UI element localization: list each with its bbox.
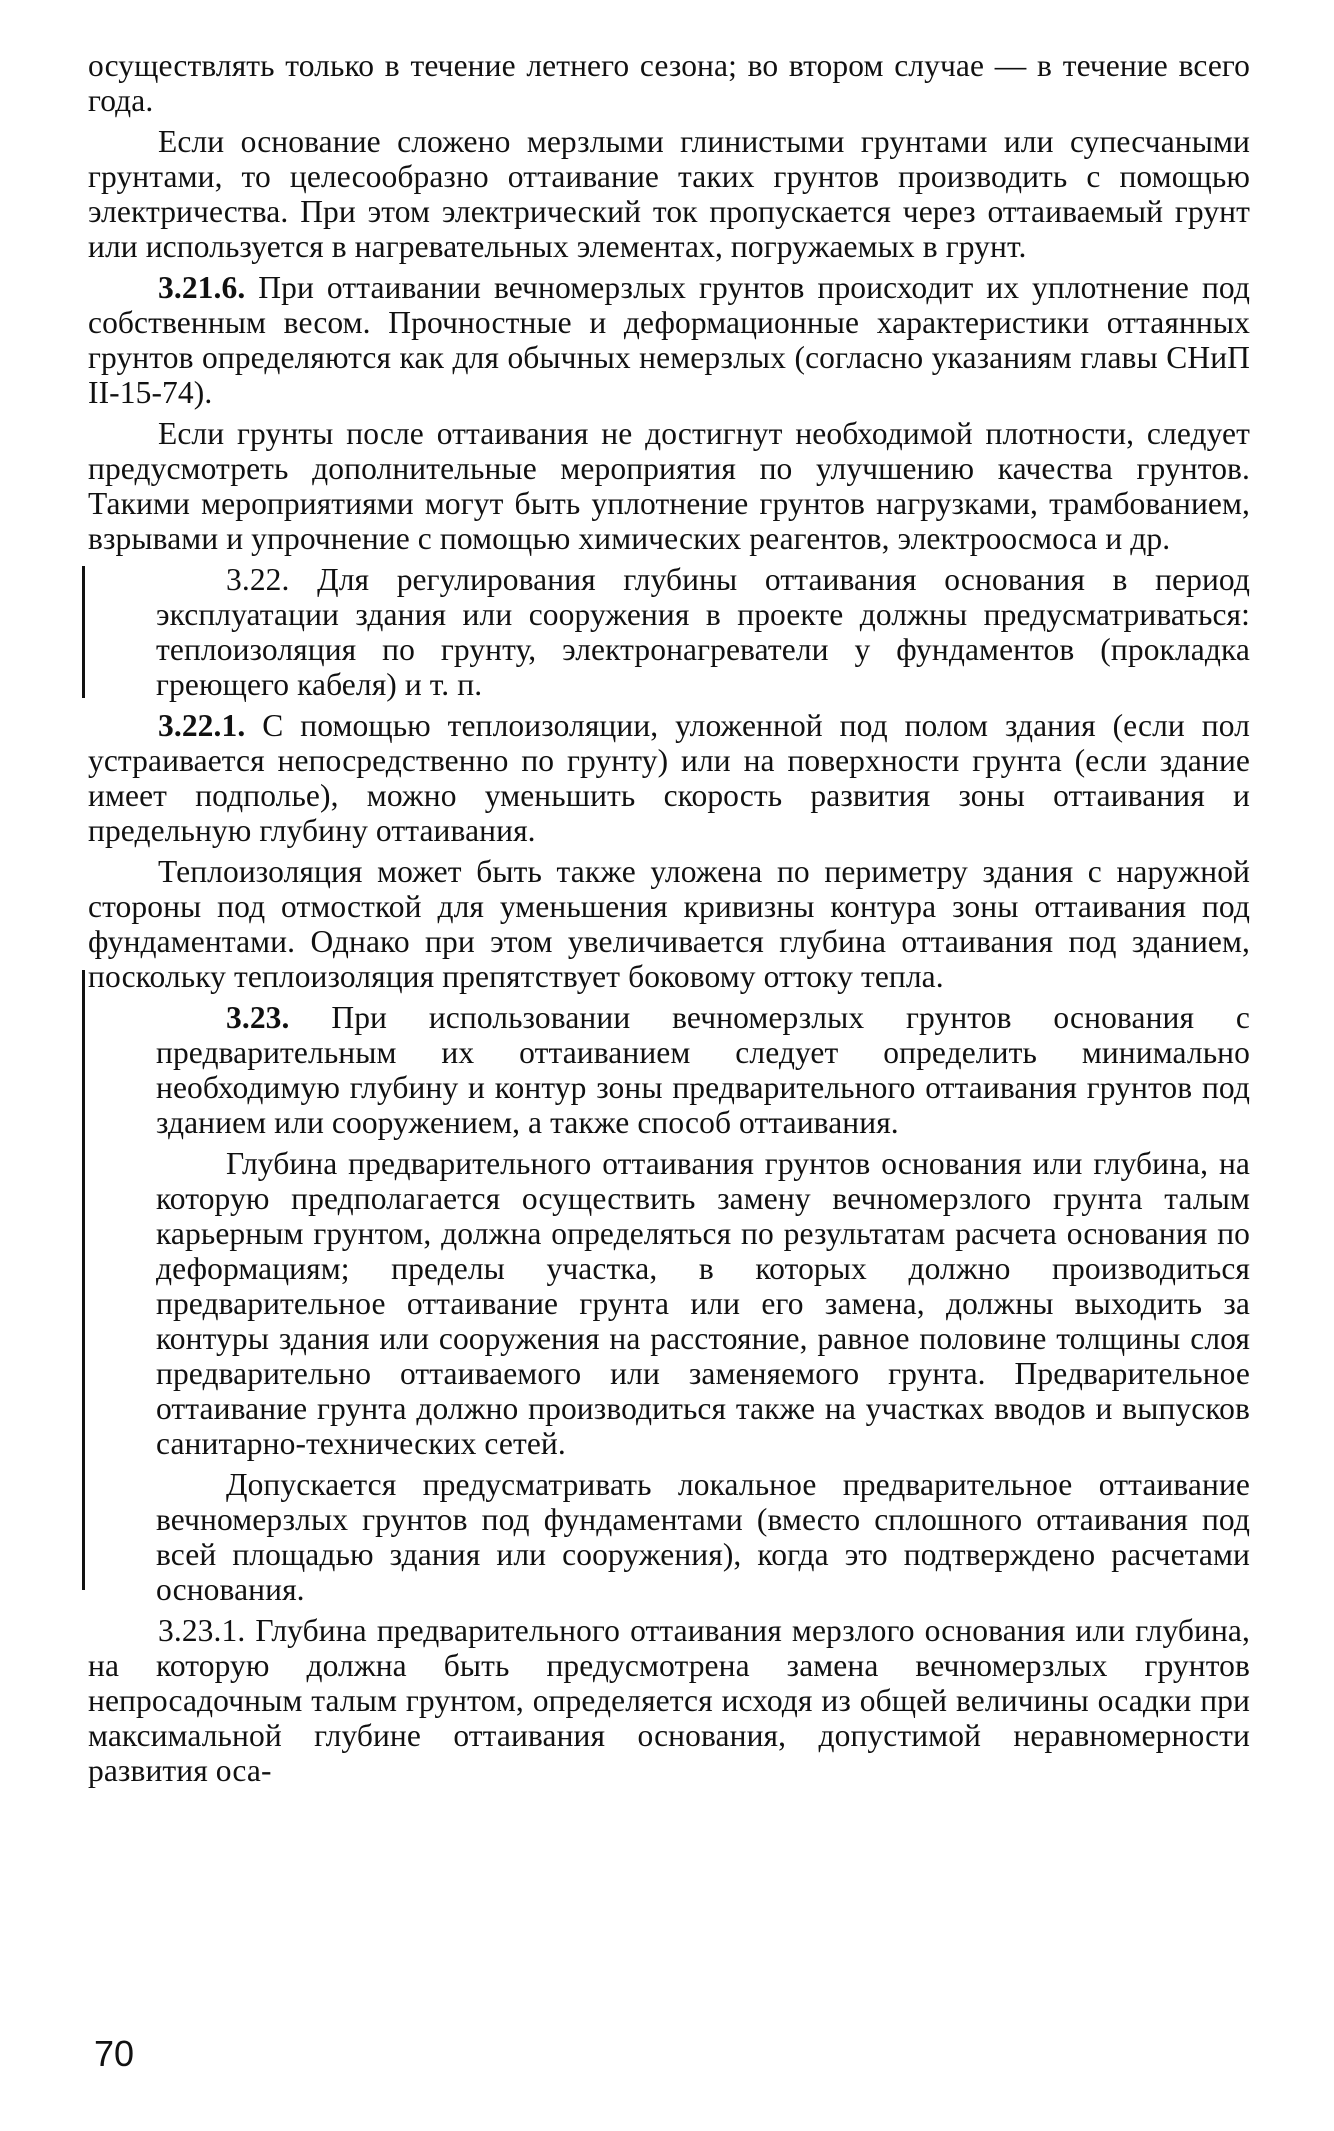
clause-number: 3.23.1. xyxy=(158,1613,246,1648)
paragraph-text: Допускается предусматривать локальное предварительное оттаивание вечномерзлых грунтов под фундаментами (вместо сплошного оттаивания под всей площадью здания или сооружения), когда это подтверждено расчетами основания. xyxy=(156,1467,1250,1607)
clause-number: 3.22. xyxy=(226,562,290,597)
paragraph-local-thawing xyxy=(156,1467,1250,1607)
paragraph-text: При использовании вечномерзлых грунтов основания с предварительным их оттаиванием следует определить минимально необходимую глубину и контур зоны предварительного оттаивания грунтов под зданием или сооружением, а также способ оттаивания. xyxy=(156,1000,1250,1140)
paragraph-text: Теплоизоляция может быть также уложена по периметру здания с наружной стороны под отмосткой для уменьшения кривизны контура зоны оттаивания под фундаментами. Однако при этом увеличивается глубина оттаивания под зданием, поскольку теплоизоляция препятствует боковому оттоку тепла. xyxy=(88,854,1250,994)
page-number: 70 xyxy=(94,2033,135,2074)
paragraph-text: С помощью теплоизоляции, уложенной под полом здания (если пол устраивается непосредственно по грунту) или на поверхности грунта (если здание имеет подполье), можно уменьшить скорость развития зоны оттаивания и предельную глубину оттаивания. xyxy=(88,708,1250,848)
clause-3-22-1 xyxy=(88,708,1250,848)
revision-bar xyxy=(82,970,85,1590)
paragraph-continuation xyxy=(88,48,1250,118)
paragraph-electric-thawing xyxy=(88,124,1250,264)
paragraph-compaction-measures xyxy=(88,416,1250,556)
clause-3-23-1 xyxy=(88,1613,1250,1788)
paragraph-text: При оттаивании вечномерзлых грунтов происходит их уплотнение под собственным весом. Прочностные и деформационные характеристики оттаянных грунтов определяются как для обычных немерзлых (согласно указаниям главы СНиП II-15-74). xyxy=(88,270,1250,410)
clause-number: 3.22.1. xyxy=(158,708,246,743)
paragraph-text: Если грунты после оттаивания не достигнут необходимой плотности, следует предусмотреть дополнительные мероприятия по улучшению качества грунтов. Такими мероприятиями могут быть уплотнение грунтов нагрузками, трамбованием, взрывами и упрочнение с помощью химических реагентов, электроосмоса и др. xyxy=(88,416,1250,556)
clause-number: 3.23. xyxy=(226,1000,290,1035)
paragraph-thawing-depth xyxy=(156,1146,1250,1461)
paragraph-text: осуществлять только в течение летнего сезона; во втором случае — в течение всего года. xyxy=(88,48,1250,118)
clause-3-21-6 xyxy=(88,270,1250,410)
paragraph-perimeter-insulation xyxy=(88,854,1250,994)
paragraph-text: Глубина предварительного оттаивания мерзлого основания или глубина, на которую должна быть предусмотрена замена вечномерзлых грунтов непросадочным талым грунтом, определяется исходя из общей величины осадки при максимальной глубине оттаивания основания, допустимой неравномерности развития оса- xyxy=(88,1613,1250,1788)
paragraph-text: Для регулирования глубины оттаивания основания в период эксплуатации здания или сооружения в проекте должны предусматриваться: теплоизоляция по грунту, электронагреватели у фундаментов (прокладка греющего кабеля) и т. п. xyxy=(156,562,1250,702)
clause-number: 3.21.6. xyxy=(158,270,246,305)
clause-3-23 xyxy=(156,1000,1250,1140)
paragraph-text: Глубина предварительного оттаивания грунтов основания или глубина, на которую предполагается осуществить замену вечномерзлого грунта талым карьерным грунтом, должна определяться по результатам расчета основания по деформациям; пределы участка, в которых должно производиться предварительное оттаивание грунта или его замена, должны выходить за контуры здания или сооружения на расстояние, равное половине толщины слоя предварительно оттаиваемого или заменяемого грунта. Предварительное оттаивание грунта должно производиться также на участках вводов и выпусков санитарно-технических сетей. xyxy=(156,1146,1250,1461)
revision-bar xyxy=(82,566,85,698)
paragraph-text: Если основание сложено мерзлыми глинистыми грунтами или супесчаными грунтами, то целесообразно оттаивание таких грунтов производить с помощью электричества. При этом электрический ток пропускается через оттаиваемый грунт или используется в нагревательных элементах, погружаемых в грунт. xyxy=(88,124,1250,264)
clause-3-22 xyxy=(156,562,1250,702)
page-body xyxy=(88,48,1250,1794)
